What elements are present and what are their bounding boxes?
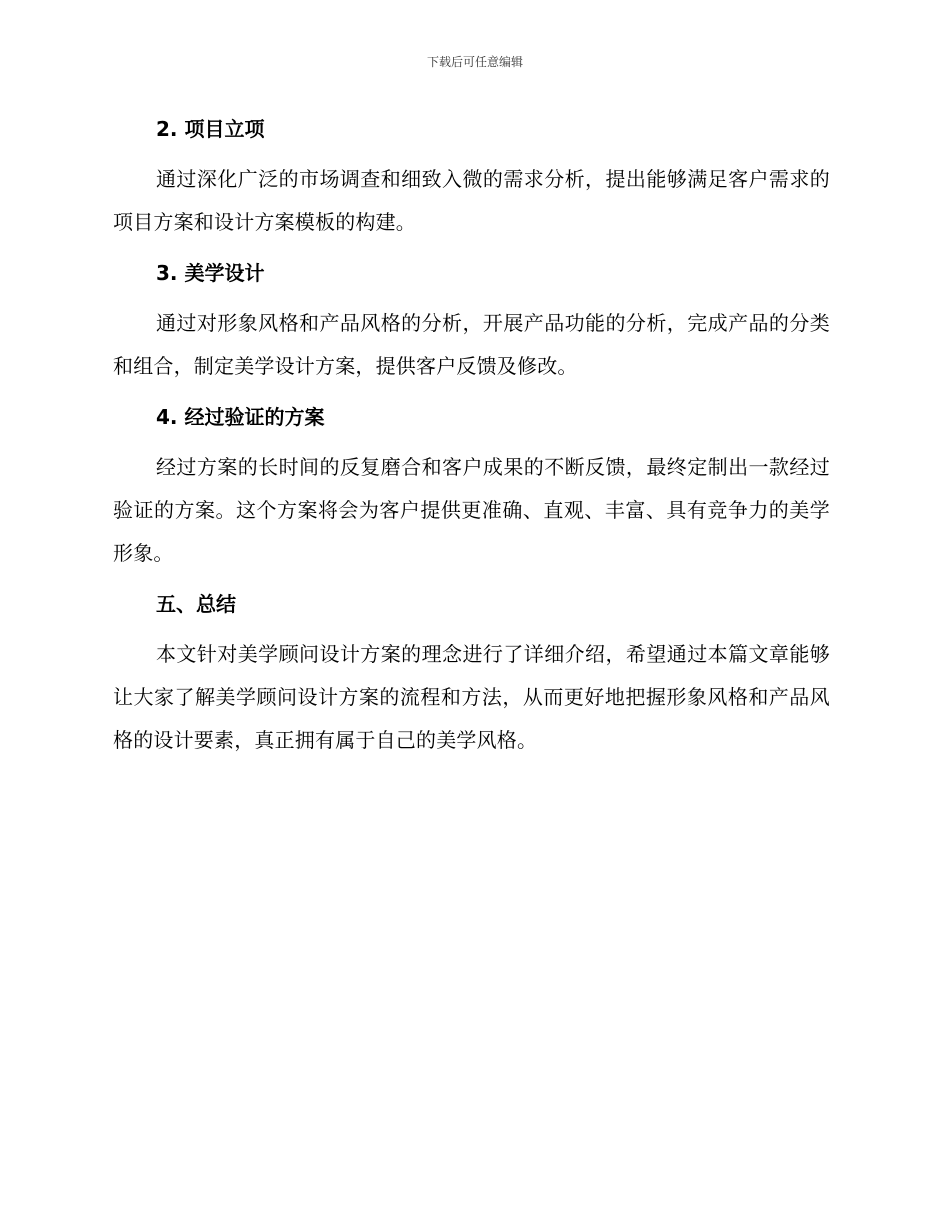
section-project-initiation xyxy=(113,110,830,244)
document-body xyxy=(113,110,830,772)
section-heading: 2. 项目立项 xyxy=(156,117,265,141)
section-paragraph: 通过对形象风格和产品风格的分析，开展产品功能的分析，完成产品的分类和组合，制定美学设计方案，提供客户反馈及修改。 xyxy=(113,311,830,378)
section-heading: 3. 美学设计 xyxy=(156,261,265,285)
section-paragraph: 通过深化广泛的市场调查和细致入微的需求分析，提出能够满足客户需求的项目方案和设计方案模板的构建。 xyxy=(113,167,830,234)
section-summary xyxy=(113,585,830,762)
section-verified-plan xyxy=(113,398,830,575)
section-aesthetic-design xyxy=(113,254,830,388)
page-header: 下载后可任意编辑 xyxy=(426,55,523,69)
section-paragraph: 本文针对美学顾问设计方案的理念进行了详细介绍，希望通过本篇文章能够让大家了解美学顾问设计方案的流程和方法，从而更好地把握形象风格和产品风格的设计要素，真正拥有属于自己的美学风格。 xyxy=(113,642,830,752)
section-heading: 4. 经过验证的方案 xyxy=(156,405,325,429)
section-heading: 五、总结 xyxy=(156,592,236,616)
section-paragraph: 经过方案的长时间的反复磨合和客户成果的不断反馈，最终定制出一款经过验证的方案。这个方案将会为客户提供更准确、直观、丰富、具有竞争力的美学形象。 xyxy=(113,455,830,565)
